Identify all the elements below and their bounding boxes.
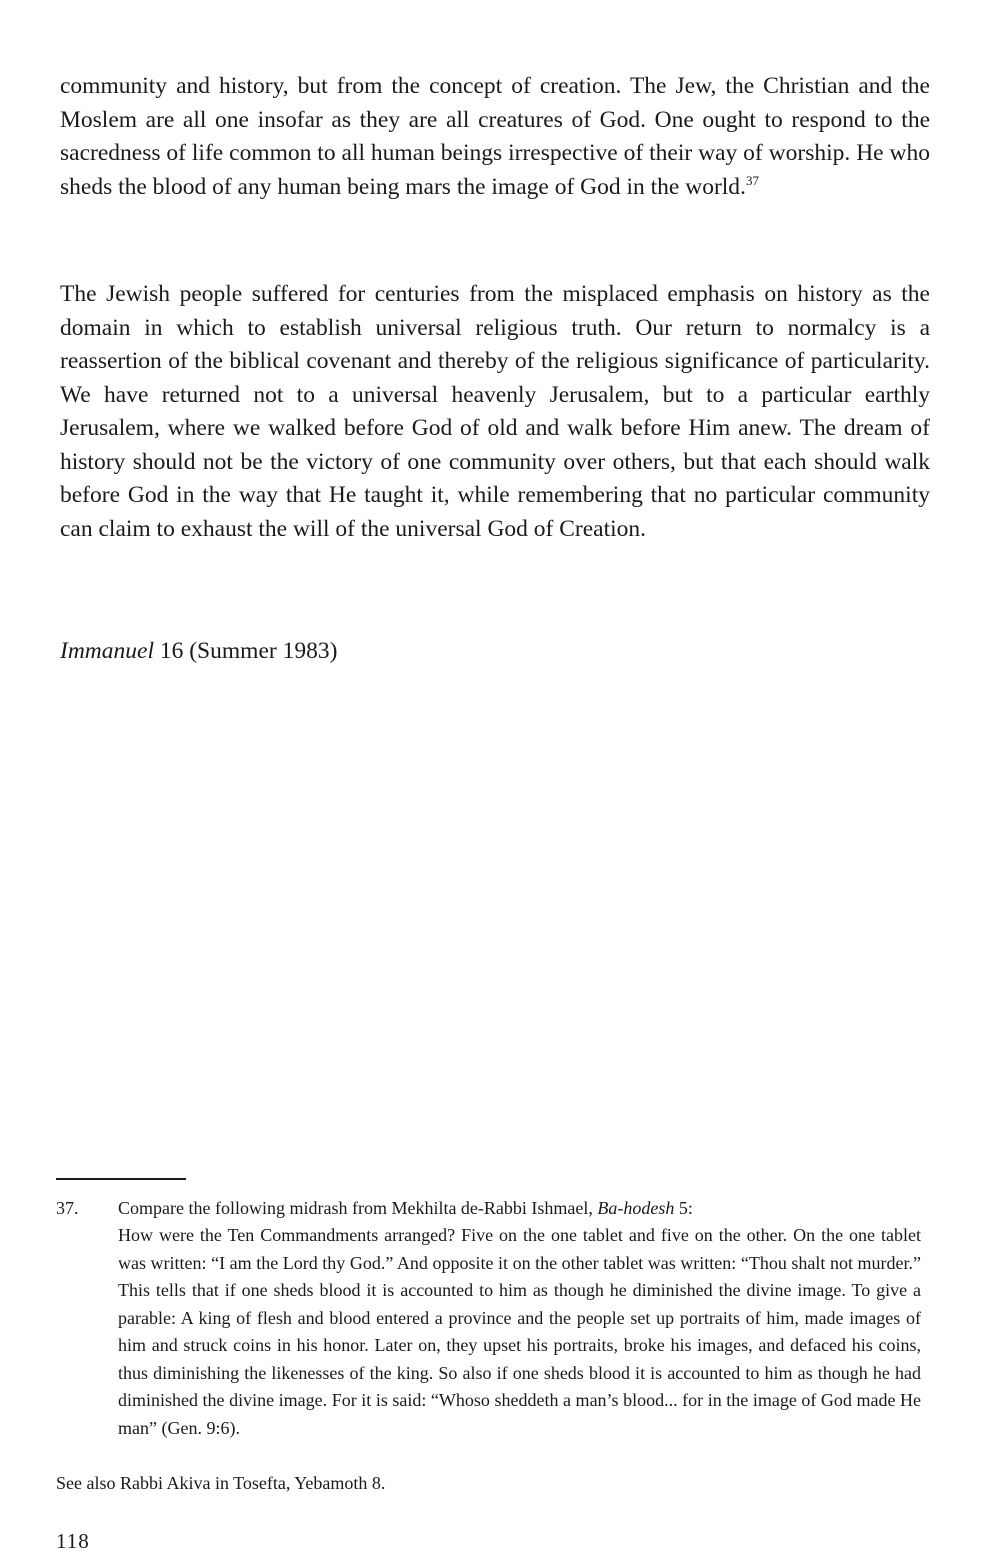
journal-title: Immanuel (60, 638, 154, 664)
footnote-divider (56, 1178, 186, 1180)
footnote-see-also: See also Rabbi Akiva in Tosefta, Yebamoth 8. (56, 1473, 386, 1493)
body-paragraph-1 (60, 70, 930, 204)
footnote-number: 37. (56, 1198, 79, 1218)
body-paragraph-2: The Jewish people suffered for centuries from the misplaced emphasis on history as the domain in which to establish universal religious truth. Our return to normalcy is a reassertion of the biblical covenant and thereby of the religious significance of particularity. We have returned not to a universal heavenly Jerusalem, but to a particular earthly Jerusalem, where we walked before God of old and walk before Him anew. The dream of history should not be the victory of one community over others, but that each should walk before God in the way that He taught it, while remembering that no particular community can claim to exhaust the will of the universal God of Creation. (60, 281, 930, 542)
page-number: 118 (56, 1529, 90, 1553)
footnote-intro-text: Compare the following midrash from Mekhilta de-Rabbi Ishmael, (118, 1198, 598, 1218)
footnote-intro-title: Ba-hodesh (597, 1198, 675, 1218)
footnote-intro (118, 1195, 693, 1221)
footnote-intro-suffix: 5: (674, 1198, 693, 1218)
source-citation (60, 636, 337, 666)
journal-details: 16 (Summer 1983) (159, 638, 338, 664)
footnote-reference: 37 (745, 172, 759, 188)
paragraph-1-text: community and history, but from the concept of creation. The Jew, the Christian and the Moslem are all one insofar as they are all creatures of God. One ought to respond to the sacredness of life common to all human beings irrespective of their way of worship. He who sheds the blood of any human being mars the image of God in the world. (60, 73, 930, 200)
footnote-quote: How were the Ten Commandments arranged? Five on the one tablet and five on the other. On the one tablet was written: “I am the Lord thy God.” And opposite it on the other tablet was written: “Thou shalt not murder.” This tells that if one sheds blood it is accounted to him as though he diminished the divine image. To give a parable: A king of flesh and blood entered a province and the people set up portraits of him, made images of him and struck coins in his honor. Later on, they upset his portraits, broke his images, and defaced his coins, thus diminishing the likenesses of the king. So also if one sheds blood it is accounted to him as though he had diminished the divine image. For it is said: “Whoso sheddeth a man’s blood... for in the image of God made He man” (Gen. 9:6). (118, 1225, 921, 1438)
